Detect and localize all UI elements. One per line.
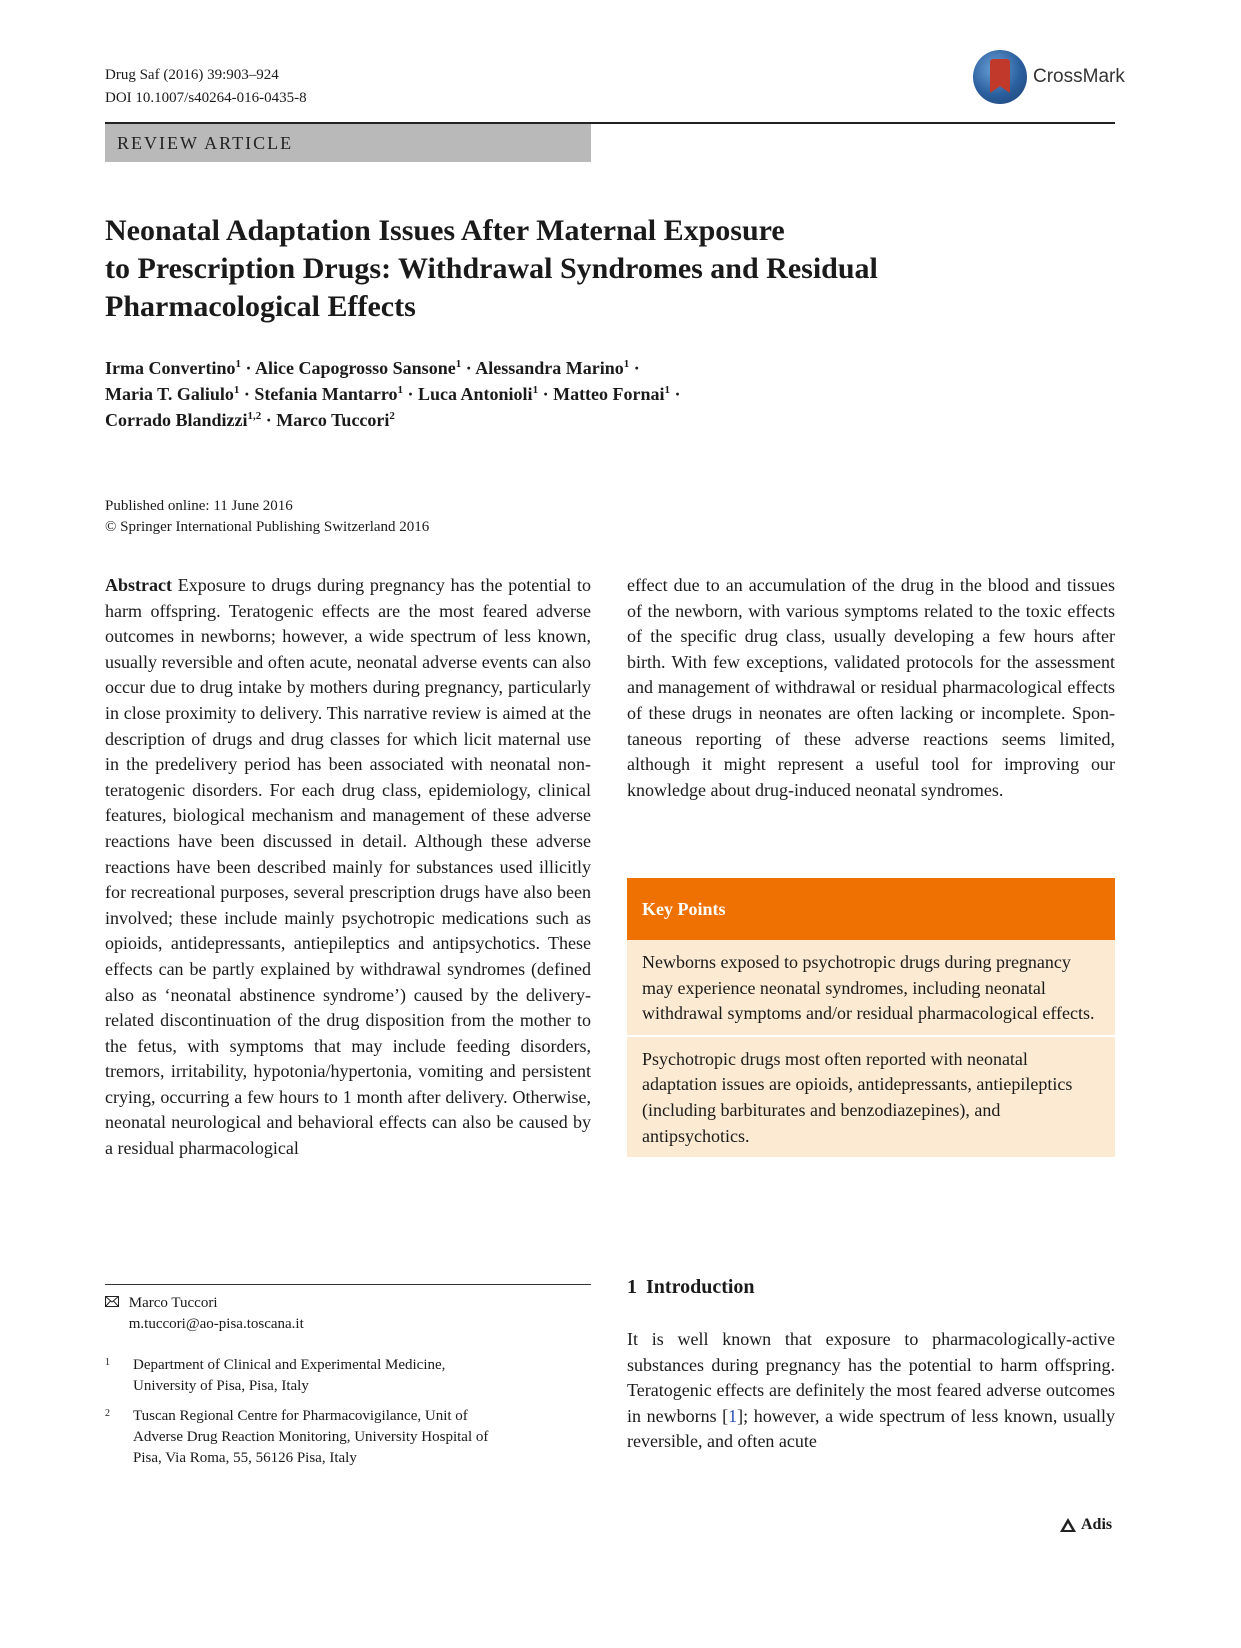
crossmark-badge[interactable] bbox=[973, 50, 1125, 104]
author-line bbox=[105, 355, 1115, 381]
author-separator: · bbox=[670, 384, 681, 404]
author-separator: · bbox=[538, 384, 554, 404]
key-points-heading: Key Points bbox=[627, 878, 1115, 940]
author-affiliation: 1 bbox=[623, 358, 630, 370]
publication-info bbox=[105, 496, 429, 538]
reference-bracket: ] bbox=[737, 1405, 744, 1426]
affiliation-line: Pisa, Via Roma, 55, 56126 Pisa, Italy bbox=[133, 1450, 357, 1466]
author-affiliation: 1 bbox=[455, 358, 462, 370]
section-heading-introduction bbox=[627, 1276, 755, 1299]
author-name[interactable]: Alessandra Marino bbox=[475, 358, 624, 378]
key-point-item: Newborns exposed to psychotropic drugs during pregnancy may experience neonatal syndromes, including neonatal withdrawal symptoms and/or residual pharmacological effects. bbox=[627, 940, 1115, 1035]
correspondence-email[interactable]: m.tuccori@ao-pisa.toscana.it bbox=[128, 1316, 304, 1332]
author-affiliation: 1 bbox=[235, 358, 241, 370]
abstract-left-column bbox=[105, 573, 591, 1162]
published-date: Published online: 11 June 2016 bbox=[105, 498, 293, 514]
affiliation-line: Adverse Drug Reaction Monitoring, University Hospital of bbox=[133, 1429, 489, 1445]
affiliation-number: 2 bbox=[105, 1408, 110, 1419]
correspondence-name: Marco Tuccori bbox=[128, 1295, 218, 1311]
author-name[interactable]: Marco Tuccori bbox=[276, 410, 390, 430]
author-name[interactable]: Matteo Fornai bbox=[553, 384, 665, 404]
author-affiliation: 1,2 bbox=[247, 410, 262, 422]
abstract-label: Abstract bbox=[105, 575, 172, 595]
title-line: Pharmacological Effects bbox=[105, 290, 416, 323]
abstract-right-column: effect due to an accumulation of the drug in the blood and tissues of the newborn, with various symptoms related to the toxic effects of the specific drug class, usually developing a few hours after birth. With few exceptions, validated protocols for the assessment and management of withdrawal or residual pharmacological effects of these drugs in neonates are often lacking or incomplete. Spontaneous reporting of these adverse reactions seems limited, although it might represent a useful tool for improving our knowledge about drug-induced neonatal syndromes. bbox=[627, 575, 1115, 800]
title-line: to Prescription Drugs: Withdrawal Syndromes and Residual bbox=[105, 252, 878, 285]
author-list bbox=[105, 355, 1115, 433]
doi[interactable]: DOI 10.1007/s40264-016-0435-8 bbox=[105, 90, 307, 106]
publisher-logo bbox=[1060, 1516, 1112, 1534]
affiliation-number: 1 bbox=[105, 1357, 110, 1368]
author-line bbox=[105, 381, 1115, 407]
article-type-band: REVIEW ARTICLE bbox=[105, 124, 591, 162]
author-separator: · bbox=[239, 384, 255, 404]
key-point-item: Psychotropic drugs most often reported with neonatal adaptation issues are opioids, antidepressants, antiepileptics (including barbiturates and benzodiazepines), and antipsychotics. bbox=[627, 1035, 1115, 1157]
title-line: Neonatal Adaptation Issues After Maternal Exposure bbox=[105, 214, 785, 247]
author-name[interactable]: Irma Convertino bbox=[105, 358, 236, 378]
footnote-rule bbox=[105, 1284, 591, 1285]
journal-citation: Drug Saf (2016) 39:903–924 bbox=[105, 67, 279, 83]
section-title: Introduction bbox=[646, 1276, 755, 1298]
reference-link[interactable]: 1 bbox=[728, 1405, 738, 1426]
envelope-icon bbox=[105, 1293, 125, 1314]
crossmark-label: CrossMark bbox=[1033, 66, 1125, 87]
author-name[interactable]: Luca Antonioli bbox=[418, 384, 533, 404]
affiliation-line: Department of Clinical and Experimental Medicine, bbox=[133, 1357, 446, 1373]
author-separator: · bbox=[629, 358, 640, 378]
article-title bbox=[105, 212, 1115, 326]
introduction-text bbox=[627, 1327, 1115, 1455]
author-separator: · bbox=[261, 410, 277, 430]
author-affiliation: 1 bbox=[233, 384, 240, 396]
author-line bbox=[105, 407, 1115, 433]
intro-text-part: It is well known that exposure to pharmacologically-active substances during pregnancy has the potential to harm offspring. Teratogenic effects are definitely the most feared adverse outcomes in newborns bbox=[627, 1329, 1115, 1426]
author-affiliation: 2 bbox=[389, 410, 395, 422]
author-separator: · bbox=[240, 358, 255, 378]
adis-triangle-icon bbox=[1060, 1518, 1076, 1532]
author-separator: · bbox=[461, 358, 476, 378]
key-points-box bbox=[627, 878, 1115, 1157]
affiliation bbox=[105, 1406, 488, 1469]
author-affiliation: 1 bbox=[397, 384, 404, 396]
reference-bracket: [ bbox=[722, 1405, 729, 1426]
affiliation-line: University of Pisa, Pisa, Italy bbox=[133, 1378, 309, 1394]
author-name[interactable]: Corrado Blandizzi bbox=[105, 410, 248, 430]
abstract-text: Exposure to drugs during pregnancy has the potential to harm offspring. Teratogenic effects are the most feared adverse outcomes in newborns; however, a wide spectrum of less known, usually reversible and often acute, neonatal adverse events can also occur due to drug intake by mothers during pregnancy, particularly in close proximity to delivery. This narrative review is aimed at the description of drugs and drug classes for which licit maternal use in the predelivery period has been associated with neonatal non-teratogenic disorders. For each drug class, epidemiology, clinical features, biological mechanism and management of these adverse reactions have been discussed in detail. Although these adverse reactions have been described mainly for substances used illicitly for recreational purposes, several prescription drugs have also been involved; these include mainly psychotropic medications such as opioids, antidepressants, antiepileptics and antipsychotics. These effects can be partly explained by withdrawal syndromes (defined also as ‘neonatal abstinence syndrome’) caused by the delivery-related discontinuation of the drug disposition from the mother to the fetus, with symptoms that may include feeding disorders, tremors, irritability, hypotonia/hypertonia, vomiting and persistent crying, occurring a few hours to 1 month after delivery. Otherwise, neonatal neurological and behavioral effects can also be caused by a residual pharmacological bbox=[105, 575, 591, 1159]
correspondence bbox=[105, 1293, 304, 1335]
intro-text-part: ; however, a wide spectrum of less known, usually reversible, and often acute bbox=[627, 1405, 1115, 1452]
affiliation-line: Tuscan Regional Centre for Pharmacovigilance, Unit of bbox=[133, 1408, 468, 1424]
section-number: 1 bbox=[627, 1276, 637, 1298]
affiliation bbox=[105, 1355, 445, 1397]
publisher-name: Adis bbox=[1081, 1516, 1113, 1533]
crossmark-icon bbox=[973, 50, 1027, 104]
copyright: © Springer International Publishing Switzerland 2016 bbox=[105, 519, 430, 535]
author-affiliation: 1 bbox=[532, 384, 539, 396]
author-affiliation: 1 bbox=[664, 384, 671, 396]
journal-info bbox=[105, 64, 307, 110]
author-name[interactable]: Stefania Mantarro bbox=[254, 384, 398, 404]
author-separator: · bbox=[403, 384, 419, 404]
author-name[interactable]: Maria T. Galiulo bbox=[105, 384, 234, 404]
author-name[interactable]: Alice Capogrosso Sansone bbox=[255, 358, 456, 378]
